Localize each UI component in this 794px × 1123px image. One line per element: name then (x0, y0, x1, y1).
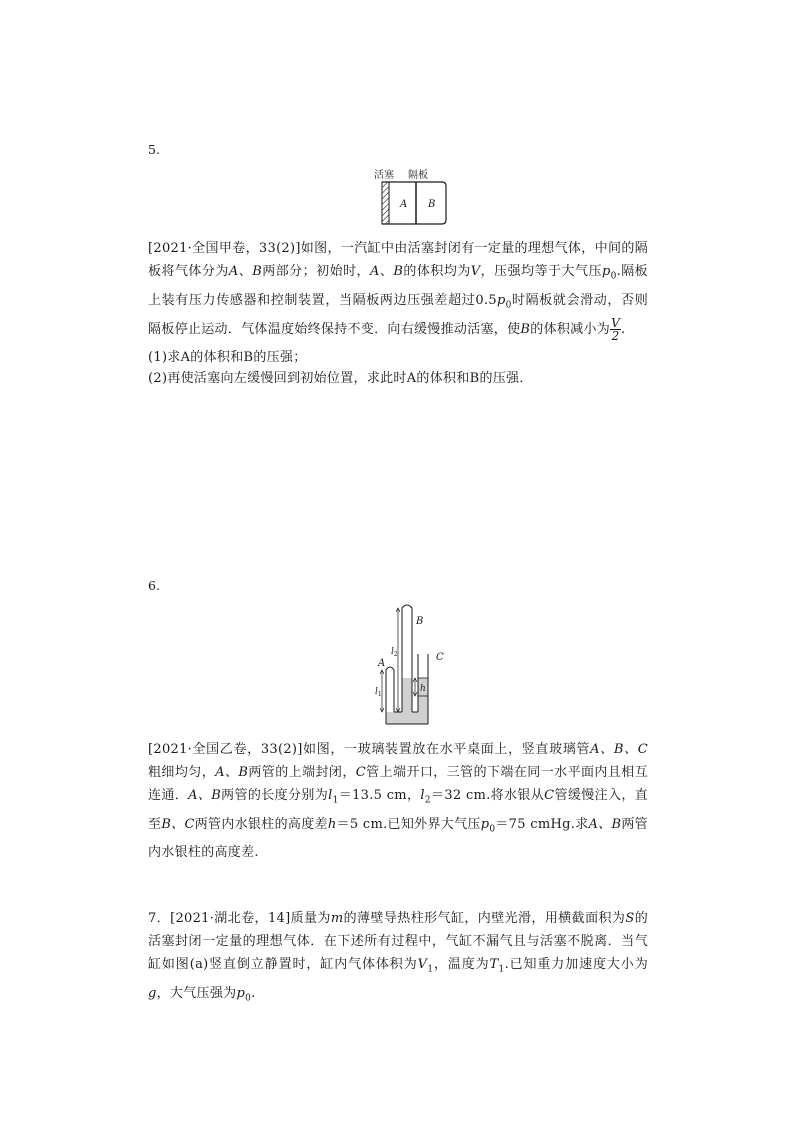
fig6-label-c: C (436, 652, 444, 663)
fig6-label-l1: $l_1$ (375, 687, 382, 698)
question-7-stem: 7．[2021·湖北卷，14]质量为m的薄壁导热柱形气缸，内壁光滑，用横截面积为S的活塞封闭一定量的理想气体．在下述所有过程中，气缸不漏气且与活塞不脱离．当气缸如图(a)竖直倒立静置时，缸内气体体积为$V_1$，温度为$T_1$.已知重力加速度大小为g，大气压强为$p_0$. (148, 911, 648, 1004)
fig5-label-partition: 隔板 (408, 170, 428, 181)
fig6-label-h: h (420, 684, 426, 694)
question-6-number: 6. (148, 578, 160, 593)
question-5-part-2: (2)再使活塞向左缓慢回到初始位置，求此时A的体积和B的压强． (148, 371, 533, 386)
cylinder-partition-figure (360, 164, 460, 234)
glass-tube-figure (366, 598, 456, 734)
fig5-label-a: A (400, 199, 408, 210)
fig5-piston (382, 182, 389, 224)
fig5-label-b: B (428, 199, 436, 210)
fig6-label-a: A (378, 658, 386, 669)
question-5-part-1: (1)求A的体积和B的压强； (148, 350, 307, 365)
fig6-label-b: B (416, 616, 424, 627)
question-5-number: 5. (148, 142, 160, 157)
fig6-label-l2: $l_2$ (391, 647, 398, 658)
fig5-label-piston: 活塞 (374, 170, 394, 181)
fig5-cylinder-wall (382, 182, 446, 224)
question-6-stem: [2021·全国乙卷，33(2)]如图，一玻璃装置放在水平桌面上，竖直玻璃管A、B、C粗细均匀，A、B两管的上端封闭，C管上端开口，三管的下端在同一水平面内且相互连通．A、B两管的长度分别为$l_1=13.5$ cm，$l_2=32$ cm.将水银从C管缓慢注入，直至B、C两管内水银柱的高度差h＝5 cm.已知外界大气压$p_0=75$ cmHg.求A、B两管内水银柱的高度差. (148, 742, 649, 861)
question-5-stem: [2021·全国甲卷，33(2)]如图，一汽缸中由活塞封闭有一定量的理想气体，中间的隔板将气体分为A、B两部分；初始时，A、B的体积均为V，压强均等于大气压$p_0$.隔板上装有压力传感器和控制装置，当隔板两边压强差超过$0.5p_0$时隔板就会滑动，否则隔板停止运动．气体温度始终保持不变．向右缓慢推动活塞，使B的体积减小为 $\frac{V}{2}$ . (148, 241, 648, 344)
fraction-v-over-2: $\frac{V}{2}$ (611, 316, 621, 344)
